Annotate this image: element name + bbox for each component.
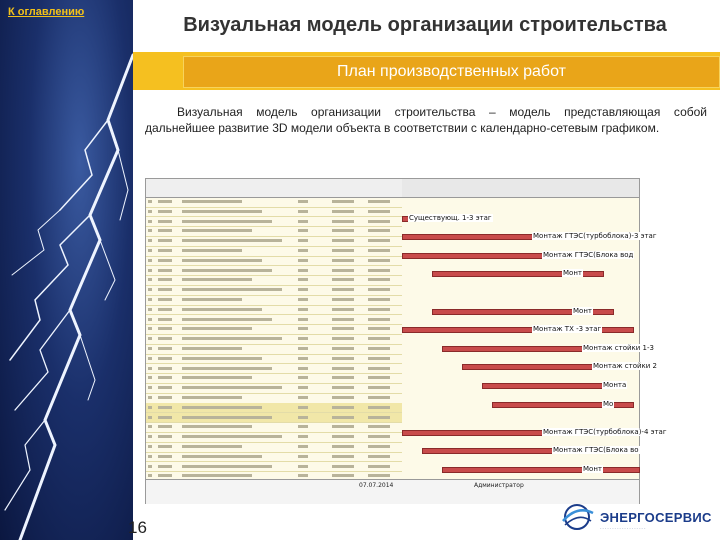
task-cell-placeholder [182, 386, 282, 389]
task-cell-placeholder [158, 337, 172, 340]
task-cell-placeholder [298, 327, 308, 330]
task-cell-placeholder [158, 445, 172, 448]
gantt-bar-label: Монт [583, 464, 602, 473]
task-cell-placeholder [332, 308, 354, 311]
task-cell-placeholder [158, 455, 172, 458]
task-cell-placeholder [182, 465, 272, 468]
task-cell-placeholder [158, 269, 172, 272]
task-cell-placeholder [368, 455, 390, 458]
task-cell-placeholder [158, 367, 172, 370]
task-cell-placeholder [298, 367, 308, 370]
task-cell-placeholder [298, 406, 308, 409]
gantt-bar-label: Монт [563, 269, 582, 278]
task-cell-placeholder [332, 367, 354, 370]
task-cell-placeholder [148, 465, 152, 468]
gantt-bar-label: Монта [603, 381, 627, 389]
task-cell-placeholder [332, 416, 354, 419]
task-cell-placeholder [182, 376, 252, 379]
gantt-bar-label: Монт [573, 306, 592, 315]
task-cell-placeholder [298, 259, 308, 262]
gantt-chart-screenshot [145, 178, 667, 504]
task-cell-placeholder [158, 249, 172, 252]
task-cell-placeholder [298, 425, 308, 428]
task-cell-placeholder [332, 347, 354, 350]
task-cell-placeholder [368, 229, 390, 232]
task-cell-placeholder [182, 396, 242, 399]
task-cell-placeholder [182, 347, 242, 350]
task-cell-placeholder [182, 200, 242, 203]
task-cell-placeholder [298, 474, 308, 477]
task-cell-placeholder [298, 357, 308, 360]
task-cell-placeholder [332, 396, 354, 399]
task-cell-placeholder [158, 347, 172, 350]
task-cell-placeholder [332, 318, 354, 321]
task-cell-placeholder [298, 347, 308, 350]
task-cell-placeholder [298, 318, 308, 321]
task-cell-placeholder [368, 337, 390, 340]
task-cell-placeholder [148, 327, 152, 330]
task-cell-placeholder [158, 406, 172, 409]
task-cell-placeholder [182, 327, 252, 330]
task-cell-placeholder [158, 288, 172, 291]
task-cell-placeholder [182, 435, 282, 438]
task-cell-placeholder [182, 239, 282, 242]
task-cell-placeholder [148, 259, 152, 262]
task-cell-placeholder [148, 249, 152, 252]
task-cell-placeholder [332, 269, 354, 272]
task-cell-placeholder [332, 220, 354, 223]
task-cell-placeholder [158, 465, 172, 468]
gantt-bar-label: Монтаж ТХ -3 этаг [533, 325, 602, 334]
task-cell-placeholder [298, 308, 308, 311]
task-cell-placeholder [368, 465, 390, 468]
task-cell-placeholder [182, 308, 262, 311]
task-cell-placeholder [368, 376, 390, 379]
task-cell-placeholder [298, 249, 308, 252]
task-cell-placeholder [182, 278, 252, 281]
task-cell-placeholder [332, 455, 354, 458]
task-cell-placeholder [148, 445, 152, 448]
task-cell-placeholder [368, 288, 390, 291]
task-cell-placeholder [332, 239, 354, 242]
task-cell-placeholder [332, 386, 354, 389]
task-cell-placeholder [158, 210, 172, 213]
task-cell-placeholder [298, 386, 308, 389]
task-cell-placeholder [148, 406, 152, 409]
task-cell-placeholder [158, 435, 172, 438]
task-cell-placeholder [148, 455, 152, 458]
task-cell-placeholder [368, 474, 390, 477]
task-cell-placeholder [368, 357, 390, 360]
task-cell-placeholder [148, 435, 152, 438]
task-cell-placeholder [298, 220, 308, 223]
task-cell-placeholder [158, 298, 172, 301]
gantt-bar-label: Мо [603, 399, 614, 408]
task-cell-placeholder [298, 278, 308, 281]
task-cell-placeholder [182, 269, 272, 272]
task-cell-placeholder [182, 406, 262, 409]
task-cell-placeholder [158, 474, 172, 477]
lightning-illustration [0, 0, 133, 540]
task-cell-placeholder [368, 327, 390, 330]
task-cell-placeholder [332, 278, 354, 281]
task-cell-placeholder [182, 318, 272, 321]
task-cell-placeholder [158, 200, 172, 203]
task-cell-placeholder [332, 376, 354, 379]
task-cell-placeholder [182, 425, 252, 428]
task-cell-placeholder [158, 278, 172, 281]
task-cell-placeholder [332, 445, 354, 448]
task-cell-placeholder [332, 357, 354, 360]
task-cell-placeholder [158, 239, 172, 242]
task-cell-placeholder [148, 278, 152, 281]
timeline-header [402, 179, 639, 198]
task-cell-placeholder [158, 318, 172, 321]
task-cell-placeholder [182, 416, 272, 419]
task-cell-placeholder [148, 376, 152, 379]
gantt-bar-label: Монтаж стойки 2 [593, 362, 658, 371]
task-cell-placeholder [158, 259, 172, 262]
task-cell-placeholder [368, 416, 390, 419]
task-cell-placeholder [332, 465, 354, 468]
task-cell-placeholder [182, 220, 272, 223]
task-cell-placeholder [298, 445, 308, 448]
timeline-area [402, 179, 667, 479]
gantt-bar [482, 383, 614, 389]
task-cell-placeholder [148, 396, 152, 399]
task-cell-placeholder [148, 239, 152, 242]
task-cell-placeholder [368, 425, 390, 428]
task-cell-placeholder [332, 435, 354, 438]
task-cell-placeholder [332, 327, 354, 330]
task-cell-placeholder [148, 229, 152, 232]
logo-tagline-graphic: - - - - - - - - - - - - - - - - - - - [600, 525, 646, 530]
task-cell-placeholder [148, 269, 152, 272]
task-cell-placeholder [368, 386, 390, 389]
task-cell-placeholder [148, 200, 152, 203]
task-cell-placeholder [182, 259, 262, 262]
task-cell-placeholder [368, 308, 390, 311]
task-cell-placeholder [148, 337, 152, 340]
task-cell-placeholder [332, 288, 354, 291]
task-cell-placeholder [368, 249, 390, 252]
task-cell-placeholder [148, 386, 152, 389]
task-cell-placeholder [298, 435, 308, 438]
task-cell-placeholder [182, 210, 262, 213]
task-cell-placeholder [182, 474, 252, 477]
task-cell-placeholder [158, 229, 172, 232]
task-cell-placeholder [298, 298, 308, 301]
task-cell-placeholder [158, 220, 172, 223]
task-cell-placeholder [158, 386, 172, 389]
gantt-bar-label: Монтаж ГТЭС(турбоблока)-4 этаг [543, 427, 667, 436]
task-cell-placeholder [368, 406, 390, 409]
task-cell-placeholder [332, 337, 354, 340]
task-cell-placeholder [148, 308, 152, 311]
task-cell-placeholder [368, 239, 390, 242]
gantt-bar-label: Монтаж ГТЭС(Блока вод [543, 250, 634, 259]
company-logo [560, 500, 710, 534]
toc-link[interactable]: К оглавлению [8, 6, 85, 18]
task-cell-placeholder [148, 288, 152, 291]
logo-icon [560, 500, 596, 534]
task-cell-placeholder [182, 337, 282, 340]
slide-title: Визуальная модель организации строительства [183, 14, 667, 36]
task-cell-placeholder [182, 288, 282, 291]
task-cell-placeholder [332, 249, 354, 252]
task-cell-placeholder [182, 229, 252, 232]
task-cell-placeholder [148, 220, 152, 223]
task-cell-placeholder [298, 455, 308, 458]
task-cell-placeholder [368, 200, 390, 203]
task-cell-placeholder [368, 269, 390, 272]
task-cell-placeholder [182, 298, 242, 301]
task-cell-placeholder [182, 445, 242, 448]
task-cell-placeholder [368, 259, 390, 262]
task-cell-placeholder [298, 288, 308, 291]
gantt-bar [462, 364, 604, 370]
task-cell-placeholder [182, 357, 262, 360]
task-cell-placeholder [332, 425, 354, 428]
task-cell-placeholder [298, 465, 308, 468]
task-cell-placeholder [148, 298, 152, 301]
task-cell-placeholder [148, 210, 152, 213]
task-cell-placeholder [148, 367, 152, 370]
task-cell-placeholder [158, 416, 172, 419]
task-cell-placeholder [298, 210, 308, 213]
task-cell-placeholder [368, 367, 390, 370]
gantt-bar-label: Монтаж стойки 1-3 [583, 343, 654, 352]
task-cell-placeholder [158, 425, 172, 428]
task-cell-placeholder [298, 269, 308, 272]
task-cell-placeholder [368, 220, 390, 223]
task-cell-placeholder [298, 376, 308, 379]
task-cell-placeholder [332, 474, 354, 477]
task-cell-placeholder [368, 396, 390, 399]
task-cell-placeholder [182, 367, 272, 370]
task-cell-placeholder [368, 318, 390, 321]
task-cell-placeholder [148, 357, 152, 360]
task-cell-placeholder [158, 376, 172, 379]
gantt-bar [442, 346, 604, 352]
task-cell-placeholder [368, 435, 390, 438]
task-cell-placeholder [332, 200, 354, 203]
task-table-header [146, 179, 402, 198]
banner-title: План производственных работ [337, 63, 566, 80]
gantt-bar-label: Существующ. 1-3 этаг [409, 213, 492, 222]
task-cell-placeholder [158, 396, 172, 399]
logo-wordmark: ЭНЕРГОСЕРВИС [600, 510, 712, 525]
task-cell-placeholder [332, 210, 354, 213]
footer-author: Администратор [474, 482, 524, 489]
task-cell-placeholder [368, 298, 390, 301]
banner-panel [183, 56, 720, 88]
task-cell-placeholder [298, 200, 308, 203]
slide-number: 16 [128, 518, 147, 537]
task-cell-placeholder [298, 416, 308, 419]
task-cell-placeholder [298, 337, 308, 340]
description-text: Визуальная модель организации строительства – модель представляющая собой дальнейшее развитие 3D модели объекта в соответствии с календарно-сетевым графиком. [145, 105, 707, 135]
task-cell-placeholder [148, 347, 152, 350]
footer-date: 07.07.2014 [359, 482, 394, 489]
task-cell-placeholder [182, 455, 262, 458]
task-cell-placeholder [148, 318, 152, 321]
task-cell-placeholder [148, 425, 152, 428]
task-cell-placeholder [158, 327, 172, 330]
task-cell-placeholder [148, 416, 152, 419]
lightning-background [0, 0, 133, 540]
task-table [146, 179, 402, 479]
task-cell-placeholder [332, 229, 354, 232]
task-cell-placeholder [332, 259, 354, 262]
task-cell-placeholder [368, 445, 390, 448]
task-cell-placeholder [332, 406, 354, 409]
task-cell-placeholder [158, 357, 172, 360]
task-cell-placeholder [298, 239, 308, 242]
task-cell-placeholder [182, 249, 242, 252]
task-cell-placeholder [148, 474, 152, 477]
task-cell-placeholder [368, 347, 390, 350]
task-cell-placeholder [368, 210, 390, 213]
task-cell-placeholder [158, 308, 172, 311]
task-cell-placeholder [298, 229, 308, 232]
gantt-bar [442, 464, 640, 473]
task-cell-placeholder [368, 278, 390, 281]
gantt-bar-label: Монтаж ГТЭС(Блока во [553, 446, 639, 455]
gantt-bar-label: Монтаж ГТЭС(турбоблока)-3 этаг [533, 232, 657, 241]
task-cell-placeholder [332, 298, 354, 301]
section-banner [133, 52, 720, 90]
task-cell-placeholder [298, 396, 308, 399]
